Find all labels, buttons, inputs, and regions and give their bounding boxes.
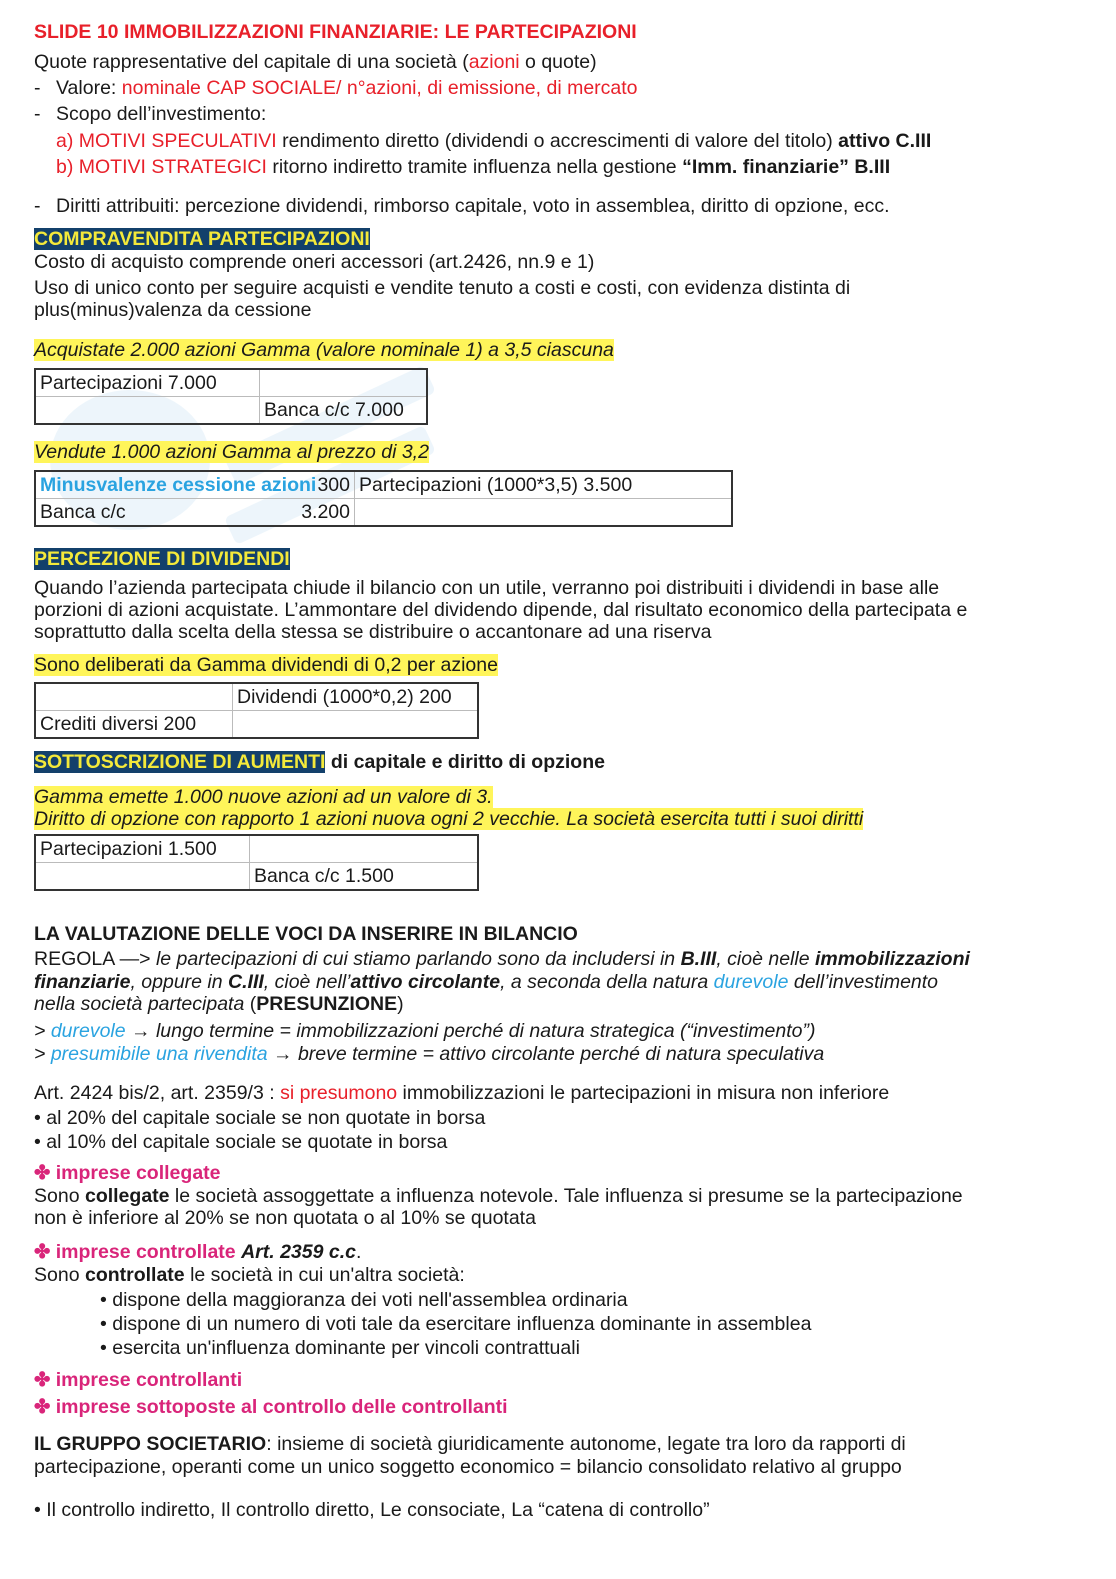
ledger-avere: Banca c/c 7.000: [260, 397, 428, 425]
controllate-p1: Sono controllate le società in cui un'altra società:: [34, 1264, 465, 1286]
ledger-dare-empty: [35, 683, 233, 711]
rivendita-line: > presumibile una rivendita → breve termine = attivo circolante perché di natura speculativa: [34, 1043, 825, 1065]
ledger-dividendi: [34, 682, 479, 739]
articolo-line: Art. 2424 bis/2, art. 2359/3 : si presumono immobilizzazioni le partecipazioni in misura non inferiore: [34, 1082, 890, 1104]
aumenti-heading: SOTTOSCRIZIONE DI AUMENTI di capitale e diritto di opzione: [34, 751, 605, 773]
ledger-partecipazioni-avere: Partecipazioni (1000*3,5) 3.500: [355, 471, 733, 499]
diritti-line: - Diritti attribuiti: percezione dividendi, rimborso capitale, voto in assemblea, diritto di opzione, ecc.: [34, 195, 890, 217]
ledger-avere-empty: [250, 835, 479, 863]
example-aumenti-2: Diritto di opzione con rapporto 1 azioni nuova ogni 2 vecchie. La società esercita tutti i suoi diritti: [34, 808, 864, 830]
dividendi-p3: soprattutto dalla scelta della stessa se distribuire o accantonare ad una riserva: [34, 621, 712, 643]
ledger-dare: Partecipazioni 7.000: [35, 369, 260, 397]
controllate-item: • dispone di un numero di voti tale da esercitare influenza dominante in assemblea: [100, 1313, 812, 1335]
ledger-crediti-dare: Crediti diversi 200: [35, 711, 233, 739]
controllanti-label: ✤ imprese controllanti: [34, 1369, 243, 1391]
ledger-banca: Banca c/c 3.200: [35, 499, 355, 527]
controllate-item: • esercita un'influenza dominante per vincoli contrattuali: [100, 1337, 580, 1359]
example-aumenti-1: Gamma emette 1.000 nuove azioni ad un valore di 3.: [34, 786, 493, 808]
ledger-avere-empty: [260, 369, 428, 397]
motivi-strategici: b) MOTIVI STRATEGICI ritorno indiretto tramite influenza nella gestione “Imm. finanziarie” B.III: [56, 156, 891, 178]
ledger-dare-empty: [35, 863, 250, 891]
intro-line: Quote rappresentative del capitale di una società (azioni o quote): [34, 51, 597, 73]
valutazione-heading: LA VALUTAZIONE DELLE VOCI DA INSERIRE IN BILANCIO: [34, 923, 578, 945]
gruppo-last: • Il controllo indiretto, Il controllo diretto, Le consociate, La “catena di controllo”: [34, 1499, 710, 1521]
articolo-bullet-2: • al 10% del capitale sociale se quotate in borsa: [34, 1131, 448, 1153]
collegate-label: ✤ imprese collegate: [34, 1162, 221, 1184]
collegate-p2: non è inferiore al 20% se non quotata o al 10% se quotata: [34, 1207, 536, 1229]
articolo-bullet-1: • al 20% del capitale sociale se non quotate in borsa: [34, 1107, 486, 1129]
ledger-banca-avere: Banca c/c 1.500: [250, 863, 479, 891]
compravendita-heading: COMPRAVENDITA PARTECIPAZIONI: [34, 228, 370, 250]
collegate-p1: Sono collegate le società assoggettate a influenza notevole. Tale influenza si presume se la partecipazione: [34, 1185, 963, 1207]
regola-line-2: finanziarie, oppure in C.III, cioè nell’attivo circolante, a seconda della natura durevole dell’investimento: [34, 971, 939, 993]
controllate-item: • dispone della maggioranza dei voti nell'assemblea ordinaria: [100, 1289, 628, 1311]
regola-line-1: REGOLA —> le partecipazioni di cui stiamo parlando sono da includersi in B.III, cioè nelle immobilizzazioni: [34, 948, 970, 970]
dividendi-heading: PERCEZIONE DI DIVIDENDI: [34, 548, 290, 570]
dividendi-p2: porzioni di azioni acquistate. L’ammontare del dividendo dipende, dal risultato economico della partecipata e: [34, 599, 968, 621]
controllate-label: ✤ imprese controllate Art. 2359 c.c.: [34, 1241, 362, 1263]
example-vendita: Vendute 1.000 azioni Gamma al prezzo di 3,2: [34, 441, 429, 463]
ledger-dare-empty: [35, 397, 260, 425]
gruppo-line-2: partecipazione, operanti come un unico soggetto economico = bilancio consolidato relativo al gruppo: [34, 1456, 902, 1478]
page-title: SLIDE 10 IMMOBILIZZAZIONI FINANZIARIE: LE PARTECIPAZIONI: [34, 21, 637, 43]
gruppo-line-1: IL GRUPPO SOCIETARIO: insieme di società giuridicamente autonome, legate tra loro da rapporti di: [34, 1433, 906, 1455]
motivi-speculativi: a) MOTIVI SPECULATIVI rendimento diretto (dividendi o accrescimenti di valore del titolo) attivo C.III: [56, 130, 932, 152]
sottoposte-label: ✤ imprese sottoposte al controllo delle controllanti: [34, 1396, 508, 1418]
valore-line: - Valore: nominale CAP SOCIALE/ n°azioni, di emissione, di mercato: [34, 77, 638, 99]
ledger-dividendi-avere: Dividendi (1000*0,2) 200: [233, 683, 479, 711]
durevole-line: > durevole → lungo termine = immobilizzazioni perché di natura strategica (“investimento”): [34, 1020, 816, 1042]
dividendi-p1: Quando l’azienda partecipata chiude il bilancio con un utile, verranno poi distribuiti i dividendi in base alle: [34, 577, 940, 599]
ledger-partecipazioni-dare: Partecipazioni 1.500: [35, 835, 250, 863]
ledger-avere-empty: [233, 711, 479, 739]
compravendita-p1: Costo di acquisto comprende oneri accessori (art.2426, nn.9 e 1): [34, 251, 595, 273]
ledger-vendita: [34, 470, 733, 527]
example-dividendi: Sono deliberati da Gamma dividendi di 0,2 per azione: [34, 654, 498, 676]
ledger-empty: [355, 499, 733, 527]
scopo-line: - Scopo dell’investimento:: [34, 103, 267, 125]
ledger-minusvalenze: Minusvalenze cessione azioni 300: [35, 471, 355, 499]
example-acquisto: Acquistate 2.000 azioni Gamma (valore nominale 1) a 3,5 ciascuna: [34, 339, 614, 361]
compravendita-p2b: plus(minus)valenza da cessione: [34, 299, 312, 321]
ledger-acquisto: [34, 368, 428, 425]
compravendita-p2a: Uso di unico conto per seguire acquisti e vendite tenuto a costi e costi, con evidenza distinta di: [34, 277, 851, 299]
regola-line-3: nella società partecipata (PRESUNZIONE): [34, 993, 404, 1015]
ledger-aumenti: [34, 834, 479, 891]
